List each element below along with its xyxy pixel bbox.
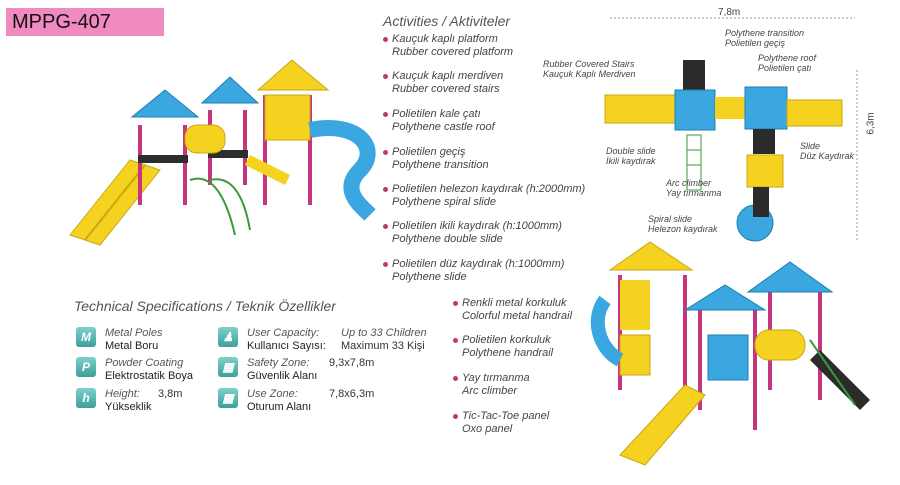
activity-en: Colorful metal handrail	[462, 310, 573, 322]
plan-label-transition	[725, 28, 804, 48]
plan-label-spiral	[648, 214, 718, 234]
activity-item	[462, 410, 549, 436]
spec-use-zone	[247, 388, 311, 414]
bullet-dot-icon	[453, 338, 458, 343]
activity-en: Polythene transition	[392, 159, 489, 171]
activities-title: Activities / Aktiviteler	[383, 13, 511, 29]
activity-en: Polythene spiral slide	[392, 196, 496, 208]
bullet-dot-icon	[383, 187, 388, 192]
activity-tr: Polietilen ikili kaydırak (h:1000mm)	[392, 220, 562, 232]
activity-item	[392, 220, 562, 246]
label-tr: Düz Kaydırak	[800, 151, 855, 161]
spec-safety-zone	[247, 357, 317, 383]
safety-zone-value: 9,3x7,8m	[329, 357, 375, 369]
user-capacity-values	[341, 327, 427, 353]
plan-label-slide	[800, 141, 854, 161]
activity-en: Rubber covered stairs	[392, 83, 500, 95]
activity-item	[392, 108, 495, 134]
playground-illustration-main	[60, 55, 390, 255]
activity-item	[462, 297, 572, 323]
model-code-badge	[6, 8, 164, 36]
spec-label: Powder Coating	[105, 357, 184, 369]
activity-tr: Polietilen düz kaydırak (h:1000mm)	[392, 258, 565, 270]
safety-zone-icon: ▦	[218, 357, 238, 377]
bullet-dot-icon	[383, 224, 388, 229]
label-en: Arc climber	[666, 178, 712, 188]
label-tr: Helezon kaydırak	[648, 224, 718, 234]
activity-en: Oxo panel	[462, 423, 513, 435]
spec-label: Safety Zone:	[247, 357, 310, 369]
activity-tr: Kauçuk kaplı platform	[392, 33, 498, 45]
spec-value: Güvenlik Alanı	[247, 370, 318, 382]
spec-label: User Capacity:	[247, 327, 320, 339]
activity-tr: Polietilen korkuluk	[462, 334, 551, 346]
capacity-tr: Maximum 33 Kişi	[341, 340, 425, 352]
activity-item	[392, 70, 503, 96]
spec-label: Use Zone:	[247, 388, 298, 400]
bullet-dot-icon	[453, 414, 458, 419]
activity-tr: Renkli metal korkuluk	[462, 297, 567, 309]
activity-en: Polythene castle roof	[392, 121, 495, 133]
powder-coating-icon: P	[76, 357, 96, 377]
use-zone-icon: ▩	[218, 388, 238, 408]
activity-item	[392, 183, 585, 209]
user-capacity-icon: ♟	[218, 327, 238, 347]
model-code: MPPG-407	[12, 11, 111, 33]
label-en: Spiral slide	[648, 214, 693, 224]
activity-en: Polythene slide	[392, 271, 467, 283]
spec-value: Yükseklik	[105, 401, 152, 413]
activity-en: Polythene double slide	[392, 233, 503, 245]
plan-label-stairs	[543, 59, 636, 79]
label-tr: Polietilen geçiş	[725, 38, 786, 48]
height-value: 3,8m	[158, 388, 183, 400]
label-en: Rubber Covered Stairs	[543, 59, 635, 69]
spec-label: Height:	[105, 388, 140, 400]
activity-tr: Polietilen geçiş	[392, 146, 466, 158]
label-tr: İkili kaydırak	[606, 156, 656, 166]
bullet-dot-icon	[383, 112, 388, 117]
height-icon: h	[76, 388, 96, 408]
metal-poles-icon: M	[76, 327, 96, 347]
spec-value: Oturum Alanı	[247, 401, 312, 413]
activity-item	[462, 372, 530, 398]
label-en: Polythene roof	[758, 53, 817, 63]
plan-label-double-slide	[606, 146, 656, 166]
bullet-dot-icon	[383, 37, 388, 42]
activity-tr: Tic-Tac-Toe panel	[462, 410, 550, 422]
activity-tr: Polietilen kale çatı	[392, 108, 481, 120]
bullet-dot-icon	[383, 262, 388, 267]
activity-en: Arc climber	[462, 385, 518, 397]
spec-value: Kullanıcı Sayısı:	[247, 340, 326, 352]
label-tr: Polietilen çatı	[758, 63, 812, 73]
depth-dimension: 6,3m	[865, 112, 877, 135]
spec-value: Metal Boru	[105, 340, 159, 352]
spec-metal-poles	[105, 327, 162, 353]
spec-value: Elektrostatik Boya	[105, 370, 194, 382]
spec-powder-coating	[105, 357, 193, 383]
label-tr: Kauçuk Kaplı Merdiven	[543, 69, 636, 79]
label-en: Slide	[800, 141, 821, 151]
plan-label-roof	[758, 53, 816, 73]
label-en: Double slide	[606, 146, 656, 156]
capacity-en: Up to 33 Children	[341, 327, 427, 339]
playground-illustration-secondary	[590, 240, 890, 475]
specs-title: Technical Specifications / Teknik Özellikler	[74, 298, 336, 314]
label-tr: Yay tırmanma	[666, 188, 722, 198]
spec-label: Metal Poles	[105, 327, 163, 339]
activity-en: Rubber covered platform	[392, 46, 514, 58]
activity-tr: Polietilen helezon kaydırak (h:2000mm)	[392, 183, 586, 195]
activity-tr: Yay tırmanma	[462, 372, 530, 384]
activity-en: Polythene handrail	[462, 347, 554, 359]
bullet-dot-icon	[453, 301, 458, 306]
bullet-dot-icon	[383, 74, 388, 79]
use-zone-value: 7,8x6,3m	[329, 388, 375, 400]
activity-item	[392, 146, 489, 172]
spec-user-capacity	[247, 327, 326, 353]
activity-item	[462, 334, 553, 360]
bullet-dot-icon	[453, 376, 458, 381]
bullet-dot-icon	[383, 150, 388, 155]
activity-tr: Kauçuk kaplı merdiven	[392, 70, 504, 82]
width-dimension: 7,8m	[718, 7, 741, 18]
plan-label-arc	[666, 178, 721, 198]
label-en: Polythene transition	[725, 28, 805, 38]
activity-item	[392, 258, 564, 284]
spec-height	[105, 388, 151, 414]
activity-item	[392, 33, 513, 59]
